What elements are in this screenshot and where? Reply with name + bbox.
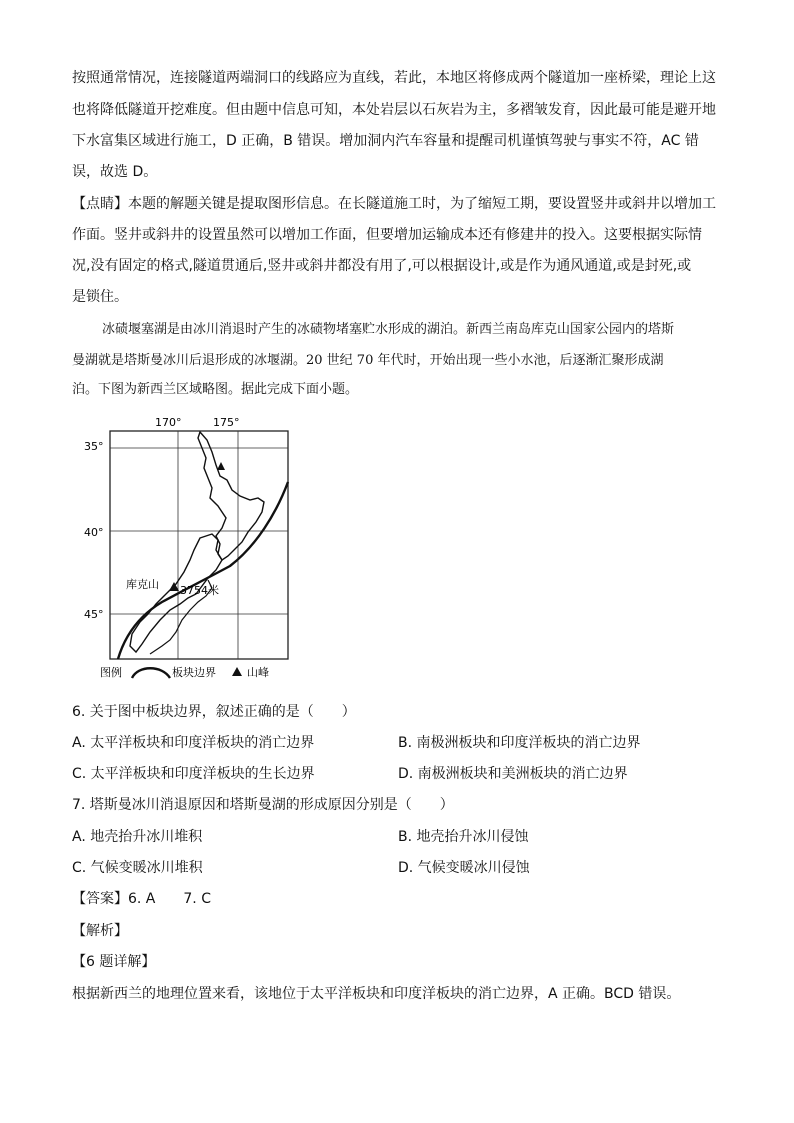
tip-line: 是锁住。: [72, 289, 128, 305]
paragraph-line: 下水富集区域进行施工，D 正确，B 错误。增加洞内汽车容量和提醒司机谨慎驾驶与事实不符，AC 错: [72, 133, 699, 149]
lat-label-40: 40°: [84, 526, 104, 539]
legend-peak-symbol: [232, 667, 242, 676]
legend-boundary-label: 板块边界: [172, 666, 216, 679]
peak-marker-cook: [169, 582, 179, 591]
peak-name-label: 库克山: [126, 578, 159, 591]
detail-heading: 【6 题详解】: [72, 954, 156, 970]
intro-line: 冰碛堰塞湖是由冰川消退时产生的冰碛物堵塞贮水形成的湖泊。新西兰南岛库克山国家公园内的塔斯: [102, 322, 675, 337]
lon-label-175: 175°: [213, 416, 240, 429]
question-7-option-b[interactable]: B. 地壳抬升冰川侵蚀: [398, 829, 529, 845]
question-6-option-c[interactable]: C. 太平洋板块和印度洋板块的生长边界: [72, 766, 315, 782]
question-7-option-c[interactable]: C. 气候变暖冰川堆积: [72, 860, 203, 876]
paragraph-line: 按照通常情况，连接隧道两端洞口的线路应为直线，若此，本地区将修成两个隧道加一座桥梁，理论上这: [72, 70, 716, 86]
peak-height-label: 3754米: [180, 584, 219, 597]
tip-line: 【点睛】本题的解题关键是提取图形信息。在长隧道施工时，为了缩短工期，要设置竖井或斜井以增加工: [72, 196, 716, 212]
lon-label-170: 170°: [155, 416, 182, 429]
tip-line: 况,没有固定的格式,隧道贯通后,竖井或斜井都没有用了,可以根据设计,或是作为通风通道,或是封死,或: [72, 258, 692, 274]
paragraph-line: 也将降低隧道开挖难度。但由题中信息可知，本处岩层以石灰岩为主，多褶皱发育，因此最可能是避开地: [72, 102, 716, 118]
question-7-option-a[interactable]: A. 地壳抬升冰川堆积: [72, 829, 203, 845]
question-6-option-a[interactable]: A. 太平洋板块和印度洋板块的消亡边界: [72, 735, 315, 751]
analysis-heading: 【解析】: [72, 923, 128, 939]
question-7-option-d[interactable]: D. 气候变暖冰川侵蚀: [398, 860, 530, 876]
legend-title: 图例: [100, 666, 122, 679]
answer-line: 【答案】6. A 7. C: [72, 891, 211, 907]
tip-line: 作面。竖井或斜井的设置虽然可以增加工作面，但要增加运输成本还有修建井的投入。这要根据实际情: [72, 227, 702, 243]
question-7-stem: 7. 塔斯曼冰川消退原因和塔斯曼湖的形成原因分别是（ ）: [72, 797, 454, 813]
new-zealand-map: [80, 410, 320, 685]
lat-label-35: 35°: [84, 440, 104, 453]
detail-text: 根据新西兰的地理位置来看，该地位于太平洋板块和印度洋板块的消亡边界，A 正确。BCD 错误。: [72, 986, 681, 1002]
question-6-option-d[interactable]: D. 南极洲板块和美洲板块的消亡边界: [398, 766, 628, 782]
legend-peak-label: 山峰: [247, 666, 269, 679]
paragraph-line: 误，故选 D。: [72, 164, 158, 180]
lat-label-45: 45°: [84, 608, 104, 621]
question-6-stem: 6. 关于图中板块边界，叙述正确的是（ ）: [72, 704, 356, 720]
intro-line: 泊。下图为新西兰区域略图。据此完成下面小题。: [72, 382, 359, 397]
peak-marker-north: [217, 462, 225, 470]
question-6-option-b[interactable]: B. 南极洲板块和印度洋板块的消亡边界: [398, 735, 641, 751]
legend-boundary-symbol: [132, 668, 170, 678]
intro-line: 曼湖就是塔斯曼冰川后退形成的冰堰湖。20 世纪 70 年代时，开始出现一些小水池，后逐渐汇聚形成湖: [72, 353, 664, 368]
